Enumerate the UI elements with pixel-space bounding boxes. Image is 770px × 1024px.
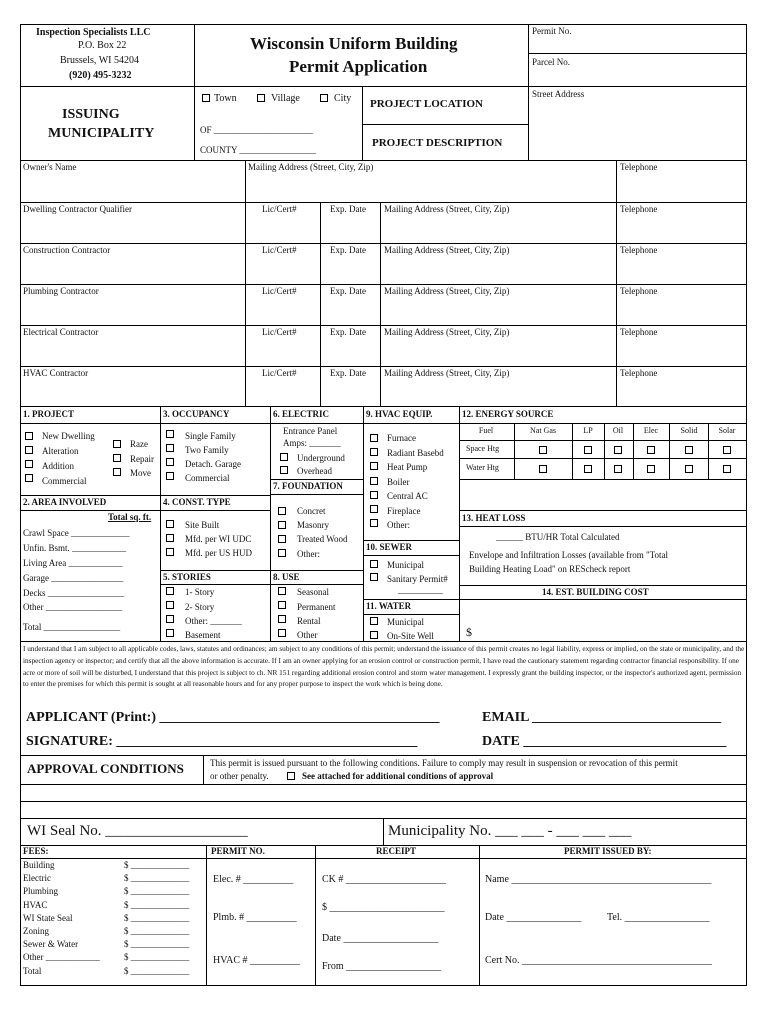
water-municipal-label: Municipal	[387, 617, 424, 627]
energy-checkbox[interactable]	[685, 465, 693, 473]
header-divider-h3	[362, 124, 528, 125]
contractor-lic-label: Lic/Cert#	[262, 286, 297, 296]
fee-amount-field[interactable]: $ _____________	[124, 899, 190, 910]
decks-field[interactable]: Decks _________________	[23, 588, 125, 598]
approval-title: APPROVAL CONDITIONS	[27, 761, 184, 776]
seasonal-checkbox[interactable]	[278, 587, 286, 595]
const-top-line	[160, 495, 270, 496]
owner-divider-1	[245, 160, 246, 202]
cost-top-line	[459, 585, 747, 586]
masonry-checkbox[interactable]	[278, 521, 286, 529]
stories-title-line	[160, 584, 363, 585]
permanent-checkbox[interactable]	[278, 601, 286, 609]
basement-label: Basement	[185, 630, 221, 640]
sanitary-permit-checkbox[interactable]	[370, 573, 378, 581]
use-other-label: Other	[297, 630, 318, 640]
contractor-divider	[380, 325, 381, 366]
stories-other-checkbox[interactable]	[166, 615, 174, 623]
energy-row-line	[459, 458, 747, 459]
use-top-line	[270, 570, 363, 571]
village-checkbox[interactable]	[257, 94, 265, 102]
addition-label: Addition	[42, 461, 75, 471]
contractor-row-line	[20, 243, 747, 244]
plmb-permit-field[interactable]: Plmb. # __________	[213, 912, 297, 923]
energy-header-cell: LP	[583, 426, 593, 435]
heat-pump-checkbox[interactable]	[370, 462, 378, 470]
energy-checkbox[interactable]	[723, 446, 731, 454]
fee-item-label: Electric	[23, 873, 51, 884]
energy-checkbox[interactable]	[647, 446, 655, 454]
fee-amount-field[interactable]: $ _____________	[124, 965, 190, 976]
approval-top-line	[20, 755, 747, 756]
fee-item-label: Plumbing	[23, 886, 59, 897]
approval-line-3	[20, 801, 747, 802]
const-type-title: 4. CONST. TYPE	[163, 497, 231, 507]
area-total-field[interactable]: Total _________________	[23, 622, 121, 632]
onsite-well-checkbox[interactable]	[370, 631, 378, 639]
garage-field[interactable]: Garage ________________	[23, 573, 124, 583]
water-top-line	[363, 599, 459, 600]
alteration-label: Alteration	[42, 446, 79, 456]
header-divider-2	[528, 24, 529, 160]
fees-header-line	[20, 858, 747, 859]
underground-checkbox[interactable]	[280, 453, 288, 461]
grid-v-1	[160, 406, 161, 641]
elec-permit-field[interactable]: Elec. # __________	[213, 874, 294, 885]
seasonal-label: Seasonal	[297, 587, 329, 597]
fee-amount-field[interactable]: $ _____________	[124, 873, 190, 884]
energy-title: 12. ENERGY SOURCE	[462, 409, 554, 419]
site-built-checkbox[interactable]	[166, 520, 174, 528]
area-title: 2. AREA INVOLVED	[23, 497, 107, 507]
occupancy-title: 3. OCCUPANCY	[163, 409, 230, 419]
county-field[interactable]: COUNTY _________________	[200, 145, 316, 155]
fee-amount-field[interactable]: $ _____________	[124, 939, 190, 950]
contractor-divider	[380, 366, 381, 407]
contractor-exp-label: Exp. Date	[330, 368, 366, 378]
see-attached-checkbox[interactable]	[287, 772, 295, 780]
ck-field[interactable]: CK # ____________________	[322, 874, 446, 885]
receipt-dollar-field[interactable]: $ _______________________	[322, 902, 445, 913]
owner-row-top	[20, 160, 747, 161]
stories-title: 5. STORIES	[163, 572, 211, 582]
mfd-udc-checkbox[interactable]	[166, 534, 174, 542]
foundation-other-label: Other:	[297, 549, 320, 559]
project-description-label: PROJECT DESCRIPTION	[372, 137, 503, 149]
fee-amount-field[interactable]: $ _____________	[124, 886, 190, 897]
masonry-label: Masonry	[297, 520, 329, 530]
fireplace-checkbox[interactable]	[370, 505, 378, 513]
town-label: Town	[214, 93, 237, 104]
raze-checkbox[interactable]	[113, 440, 121, 448]
owner-telephone-label: Telephone	[620, 162, 658, 172]
company-city: Brussels, WI 54204	[60, 55, 139, 66]
living-area-field[interactable]: Living Area ____________	[23, 558, 123, 568]
fee-amount-field[interactable]: $ _____________	[124, 912, 190, 923]
foundation-top-line	[270, 479, 363, 480]
contractor-lic-label: Lic/Cert#	[262, 245, 297, 255]
repair-label: Repair	[130, 454, 154, 464]
contractor-lic-label: Lic/Cert#	[262, 204, 297, 214]
form-title-line1: Wisconsin Uniform Building	[250, 34, 458, 53]
contractor-row-line	[20, 284, 747, 285]
parcel-no-label: Parcel No.	[532, 57, 570, 67]
municipality-label: MUNICIPALITY	[48, 126, 155, 141]
contractor-role-label: Plumbing Contractor	[23, 286, 99, 296]
contractor-mailing-label: Mailing Address (Street, City, Zip)	[384, 368, 510, 378]
company-phone: (920) 495-3232	[69, 70, 132, 81]
rental-label: Rental	[297, 616, 321, 626]
fees-title: FEES:	[23, 846, 49, 856]
contractor-divider	[245, 366, 246, 407]
header-divider-h2	[20, 86, 747, 87]
grid-v-3	[363, 406, 364, 641]
permit-no-label: Permit No.	[532, 26, 572, 36]
fee-item-label: Other ____________	[23, 952, 100, 963]
contractor-exp-label: Exp. Date	[330, 327, 366, 337]
contractor-role-label: Dwelling Contractor Qualifier	[23, 204, 132, 214]
site-built-label: Site Built	[185, 520, 220, 530]
move-checkbox[interactable]	[113, 468, 121, 476]
treated-wood-checkbox[interactable]	[278, 535, 286, 543]
contractor-row-line	[20, 202, 747, 203]
contractor-divider	[320, 366, 321, 407]
municipality-no-field[interactable]: Municipality No. ___ ___ - ___ ___ ___	[388, 823, 632, 839]
heat-pump-label: Heat Pump	[387, 462, 428, 472]
contractor-divider	[245, 284, 246, 325]
hvac-equip-title: 9. HVAC EQUIP.	[366, 409, 433, 419]
energy-col-line	[633, 424, 634, 479]
hvac-permit-field[interactable]: HVAC # __________	[213, 955, 301, 966]
issued-date-field[interactable]: Date _______________	[485, 912, 582, 923]
cost-title-line	[459, 599, 747, 600]
crawl-space-field[interactable]: Crawl Space _____________	[23, 528, 130, 538]
rental-checkbox[interactable]	[278, 615, 286, 623]
mfd-udc-label: Mfd. per WI UDC	[185, 534, 252, 544]
issued-by-title: PERMIT ISSUED BY:	[564, 846, 652, 856]
unfin-bsmt-field[interactable]: Unfin. Bsmt. ____________	[23, 543, 127, 553]
contractor-mailing-label: Mailing Address (Street, City, Zip)	[384, 204, 510, 214]
contractor-role-label: Electrical Contractor	[23, 327, 99, 337]
contractor-exp-label: Exp. Date	[330, 204, 366, 214]
one-story-label: 1- Story	[185, 587, 215, 597]
area-top-line	[20, 495, 160, 496]
applicant-statement: I understand that I am subject to all applicable codes, laws, statutes and ordinances; am subject to any conditions of this permit; understand the issuance of this permit creates no legal liability, express or implied, on the state or municipality, and the inspection agency or inspector; and certify that all the above information is accurate. If I am an owner applying for an erosion control or construction permit, I have read the cautionary statement regarding contractor financial responsibility. If one acre or more of soil will be disturbed, I understand that this project is subject to ch. NR 151 regarding additional erosion control and storm water management. I expressly grant the building inspector, or the inspector's authorized agent, permission to enter the premises for which this permit is sought at all reasonable hours and for any proper purpose to inspect the work which is being done.	[23, 644, 745, 689]
energy-header-cell: Elec	[643, 426, 659, 435]
overhead-checkbox[interactable]	[280, 466, 288, 474]
contractor-divider	[380, 284, 381, 325]
cost-dollar[interactable]: $	[466, 625, 472, 639]
total-sqft-label: Total sq. ft.	[108, 512, 152, 522]
header-divider-4	[362, 86, 363, 160]
occupancy-commercial-checkbox[interactable]	[166, 472, 174, 480]
energy-col-line	[514, 424, 515, 479]
contractor-mailing-label: Mailing Address (Street, City, Zip)	[384, 327, 510, 337]
header-divider-3	[194, 86, 195, 160]
commercial-label: Commercial	[42, 476, 87, 486]
foundation-title-line	[270, 494, 363, 495]
approval-text-1: This permit is issued pursuant to the following conditions. Failure to comply may result in suspension or revocation of this permit	[210, 758, 678, 768]
repair-checkbox[interactable]	[113, 454, 121, 462]
energy-col-line	[572, 424, 573, 479]
receipt-date-field[interactable]: Date ___________________	[322, 933, 439, 944]
concrete-checkbox[interactable]	[278, 507, 286, 515]
addition-checkbox[interactable]	[25, 460, 33, 468]
contractor-telephone-label: Telephone	[620, 368, 658, 378]
single-family-checkbox[interactable]	[166, 430, 174, 438]
sewer-municipal-label: Municipal	[387, 560, 424, 570]
fireplace-label: Fireplace	[387, 506, 421, 516]
city-checkbox[interactable]	[320, 94, 328, 102]
energy-checkbox[interactable]	[614, 465, 622, 473]
company-name: Inspection Specialists LLC	[36, 27, 151, 38]
contractor-exp-label: Exp. Date	[330, 245, 366, 255]
use-title: 8. USE	[273, 572, 300, 582]
permit-no-title: PERMIT NO.	[211, 846, 265, 856]
energy-checkbox[interactable]	[685, 446, 693, 454]
contractor-telephone-label: Telephone	[620, 245, 658, 255]
energy-row-line	[459, 440, 747, 441]
envelope-text-1: Envelope and Infiltration Losses (available from "Total	[469, 550, 668, 560]
contractor-telephone-label: Telephone	[620, 286, 658, 296]
issued-cert-field[interactable]: Cert No. ______________________________________	[485, 955, 712, 966]
sewer-municipal-checkbox[interactable]	[370, 560, 378, 568]
btu-field[interactable]: ______ BTU/HR Total Calculated	[496, 532, 620, 542]
permanent-label: Permanent	[297, 602, 336, 612]
fee-item-label: WI State Seal	[23, 912, 73, 923]
energy-checkbox[interactable]	[723, 465, 731, 473]
issuing-label: ISSUING	[62, 107, 120, 122]
see-attached-label: See attached for additional conditions of approval	[302, 771, 494, 781]
signature-field[interactable]: SIGNATURE: ___________________________________________	[26, 734, 418, 749]
detach-garage-label: Detach. Garage	[185, 459, 241, 469]
project-title-line	[20, 423, 747, 424]
sanitary-permit-field[interactable]: __________	[398, 585, 443, 595]
entrance-panel-label: Entrance Panel	[283, 426, 338, 436]
approval-text-2: or other penalty.	[210, 771, 269, 781]
hvac-other-checkbox[interactable]	[370, 519, 378, 527]
raze-label: Raze	[130, 439, 148, 449]
contractor-row-line	[20, 366, 747, 367]
grid-bottom-line	[20, 641, 747, 642]
foundation-title: 7. FOUNDATION	[273, 481, 343, 491]
energy-col-line	[604, 424, 605, 479]
owner-name-label: Owner's Name	[23, 162, 77, 172]
energy-checkbox[interactable]	[539, 446, 547, 454]
energy-row-line	[459, 479, 747, 480]
boiler-checkbox[interactable]	[370, 477, 378, 485]
fees-divider-2	[315, 845, 316, 986]
contractor-divider	[320, 325, 321, 366]
receipt-from-field[interactable]: From ___________________	[322, 961, 442, 972]
amps-field[interactable]: Amps: _______	[283, 438, 341, 448]
street-address-label: Street Address	[532, 89, 585, 99]
sewer-top-line	[363, 540, 459, 541]
central-ac-label: Central AC	[387, 491, 428, 501]
town-checkbox[interactable]	[202, 94, 210, 102]
fee-amount-field[interactable]: $ _____________	[124, 926, 190, 936]
fee-item-label: Zoning	[23, 926, 49, 936]
contractor-divider	[320, 284, 321, 325]
new-dwelling-checkbox[interactable]	[25, 432, 33, 440]
contractor-divider	[245, 243, 246, 284]
heatloss-top-line	[459, 510, 747, 511]
two-family-checkbox[interactable]	[166, 444, 174, 452]
overhead-label: Overhead	[297, 466, 332, 476]
fee-item-label: Sewer & Water	[23, 939, 79, 950]
contractor-mailing-label: Mailing Address (Street, City, Zip)	[384, 245, 510, 255]
energy-checkbox[interactable]	[539, 465, 547, 473]
treated-wood-label: Treated Wood	[297, 534, 348, 544]
approval-line-2	[20, 784, 747, 785]
one-story-checkbox[interactable]	[166, 587, 174, 595]
energy-checkbox[interactable]	[584, 446, 592, 454]
hvac-other-label: Other:	[387, 520, 410, 530]
two-story-label: 2- Story	[185, 602, 215, 612]
contractor-lic-label: Lic/Cert#	[262, 368, 297, 378]
header-divider-h1	[528, 53, 747, 54]
energy-header-cell: Solid	[680, 426, 698, 435]
heatloss-title-line	[459, 526, 747, 527]
energy-row-label: Water Htg	[466, 463, 499, 472]
sanitary-permit-label: Sanitary Permit#	[387, 574, 448, 584]
furnace-checkbox[interactable]	[370, 434, 378, 442]
sewer-title: 10. SEWER	[366, 542, 413, 552]
contractor-exp-label: Exp. Date	[330, 286, 366, 296]
fee-amount-field[interactable]: $ _____________	[124, 860, 190, 870]
foundation-other-checkbox[interactable]	[278, 549, 286, 557]
date-field[interactable]: DATE _____________________________	[482, 734, 727, 749]
fee-item-label: Total	[23, 965, 42, 976]
central-ac-checkbox[interactable]	[370, 491, 378, 499]
heat-loss-title: 13. HEAT LOSS	[462, 513, 526, 523]
fee-item-label: Building	[23, 860, 55, 870]
single-family-label: Single Family	[185, 431, 236, 441]
two-story-checkbox[interactable]	[166, 601, 174, 609]
mfd-hud-label: Mfd. per US HUD	[185, 548, 252, 558]
energy-header-cell: Solar	[718, 426, 736, 435]
city-label: City	[334, 93, 352, 104]
contractor-divider	[320, 243, 321, 284]
form-title-line2: Permit Application	[289, 57, 428, 76]
cost-title: 14. EST. BUILDING COST	[542, 587, 649, 597]
energy-checkbox[interactable]	[614, 446, 622, 454]
mfd-hud-checkbox[interactable]	[166, 548, 174, 556]
contractor-row-line	[20, 325, 747, 326]
radiant-label: Radiant Basebd	[387, 448, 444, 458]
fee-amount-field[interactable]: $ _____________	[124, 952, 190, 963]
energy-header-cell: Fuel	[478, 426, 494, 435]
stories-top-line	[160, 570, 270, 571]
fees-divider-1	[206, 845, 207, 986]
new-dwelling-label: New Dwelling	[42, 431, 95, 441]
fees-divider-3	[479, 845, 480, 986]
wi-seal-field[interactable]: WI Seal No. ___________________	[27, 823, 248, 839]
sewer-title-line	[363, 555, 459, 556]
fee-item-label: HVAC	[23, 899, 48, 910]
contractor-role-label: Construction Contractor	[23, 245, 111, 255]
contractor-divider	[380, 202, 381, 243]
detach-garage-checkbox[interactable]	[166, 458, 174, 466]
issued-tel-field[interactable]: Tel. _________________	[607, 912, 710, 923]
contractor-divider	[245, 325, 246, 366]
underground-label: Underground	[297, 453, 345, 463]
water-title-line	[363, 614, 459, 615]
energy-col-line	[708, 424, 709, 479]
radiant-checkbox[interactable]	[370, 448, 378, 456]
grid-v-2	[270, 406, 271, 641]
two-family-label: Two Family	[185, 445, 229, 455]
contractors-bottom	[20, 406, 747, 407]
issued-name-field[interactable]: Name ________________________________________	[485, 874, 712, 885]
approval-divider	[203, 755, 204, 784]
furnace-label: Furnace	[387, 433, 416, 443]
contractor-role-label: HVAC Contractor	[23, 368, 89, 378]
onsite-well-label: On-Site Well	[387, 631, 434, 641]
use-other-checkbox[interactable]	[278, 629, 286, 637]
contractor-telephone-label: Telephone	[620, 327, 658, 337]
email-field[interactable]: EMAIL ___________________________	[482, 710, 722, 725]
grid-v-4	[459, 406, 460, 641]
commercial-checkbox[interactable]	[25, 474, 33, 482]
receipt-title: RECEIPT	[376, 846, 417, 856]
owner-divider-2	[616, 160, 617, 406]
alteration-checkbox[interactable]	[25, 446, 33, 454]
energy-header-cell: Nat Gas	[530, 426, 556, 435]
move-label: Move	[130, 468, 151, 478]
contractor-divider	[320, 202, 321, 243]
boiler-label: Boiler	[387, 477, 410, 487]
seal-divider	[383, 818, 384, 845]
basement-checkbox[interactable]	[166, 629, 174, 637]
stories-other-label: Other: _______	[185, 616, 242, 626]
energy-col-line	[669, 424, 670, 479]
concrete-label: Concret	[297, 506, 326, 516]
village-label: Village	[271, 93, 300, 104]
energy-header-cell: Oil	[612, 426, 624, 435]
electric-title: 6. ELECTRIC	[273, 409, 330, 419]
contractor-mailing-label: Mailing Address (Street, City, Zip)	[384, 286, 510, 296]
const-title-line	[160, 510, 270, 511]
contractor-telephone-label: Telephone	[620, 204, 658, 214]
of-field[interactable]: OF ______________________	[200, 125, 313, 135]
header-divider-1	[194, 24, 195, 86]
water-title: 11. WATER	[366, 601, 412, 611]
energy-checkbox[interactable]	[647, 465, 655, 473]
project-location-label: PROJECT LOCATION	[370, 98, 483, 110]
contractor-lic-label: Lic/Cert#	[262, 327, 297, 337]
area-title-line	[20, 510, 160, 511]
contractor-divider	[245, 202, 246, 243]
contractor-divider	[380, 243, 381, 284]
envelope-text-2: Building Heating Load" on REScheck report	[469, 564, 631, 574]
applicant-print-field[interactable]: APPLICANT (Print:) ________________________________________	[26, 710, 440, 725]
water-municipal-checkbox[interactable]	[370, 617, 378, 625]
owner-mailing-label: Mailing Address (Street, City, Zip)	[248, 162, 374, 172]
occupancy-commercial-label: Commercial	[185, 473, 230, 483]
energy-checkbox[interactable]	[584, 465, 592, 473]
energy-row-label: Space Htg	[466, 444, 500, 453]
company-pobox: P.O. Box 22	[78, 40, 127, 51]
area-other-field[interactable]: Other _________________	[23, 602, 123, 612]
project-title: 1. PROJECT	[23, 409, 75, 419]
